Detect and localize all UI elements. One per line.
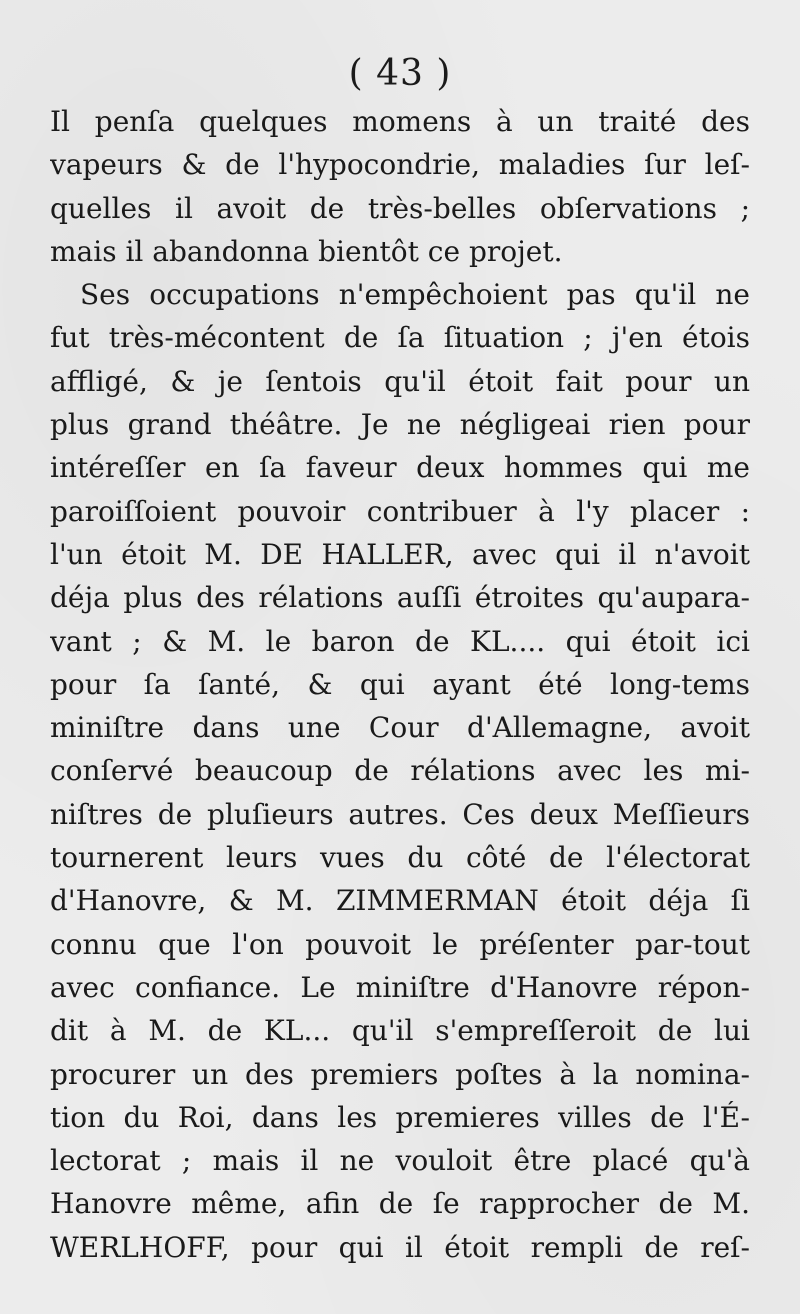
text-line: l'un étoit M. DE HALLER, avec qui il n'avoit xyxy=(50,537,750,571)
text-line: connu que l'on pouvoit le préſenter par-tout xyxy=(50,927,750,961)
text-line: Ses occupations n'empêchoient pas qu'il ne xyxy=(80,278,750,312)
text-line: quelles il avoit de très-belles obſervations ; xyxy=(50,191,750,225)
text-line: intéreſſer en ſa faveur deux hommes qui me xyxy=(50,451,750,485)
text-line: WERLHOFF, pour qui il étoit rempli de reſ- xyxy=(50,1230,750,1264)
text-line: affligé, & je ſentois qu'il étoit fait pour un xyxy=(50,364,750,398)
text-line: avec confiance. Le miniſtre d'Hanovre répon- xyxy=(50,970,750,1004)
text-line: miniſtre dans une Cour d'Allemagne, avoit xyxy=(50,711,750,745)
text-line: paroiſſoient pouvoir contribuer à l'y placer : xyxy=(50,494,750,528)
body-text xyxy=(50,100,750,1269)
text-line: procurer un des premiers poſtes à la nomina- xyxy=(50,1057,750,1091)
text-line: d'Hanovre, & M. ZIMMERMAN étoit déja ſi xyxy=(50,884,750,918)
text-line: conſervé beaucoup de rélations avec les mi- xyxy=(50,754,750,788)
text-line: tion du Roi, dans les premieres villes de l'É- xyxy=(50,1100,750,1134)
text-line: vant ; & M. le baron de KL.... qui étoit ici xyxy=(50,624,750,658)
text-line: niſtres de pluſieurs autres. Ces deux Meſſieurs xyxy=(50,797,750,831)
text-line: plus grand théâtre. Je ne négligeai rien pour xyxy=(50,408,750,442)
text-line: lectorat ; mais il ne vouloit être placé qu'à xyxy=(50,1144,750,1178)
text-line: Hanovre même, afin de ſe rapprocher de M. xyxy=(50,1187,750,1221)
text-line: fut très-mécontent de ſa ſituation ; j'en étois xyxy=(50,321,750,355)
text-line: Il penſa quelques momens à un traité des xyxy=(50,105,750,138)
text-line: déja plus des rélations auſſi étroites qu'aupara- xyxy=(50,581,750,615)
text-line: pour ſa ſanté, & qui ayant été long-tems xyxy=(50,667,750,701)
text-line: mais il abandonna bientôt ce projet. xyxy=(50,234,563,268)
page-number: ( 43 ) xyxy=(348,53,452,94)
text-line: vapeurs & de l'hypocondrie, maladies ſur leſ- xyxy=(50,148,750,182)
text-line: dit à M. de KL... qu'il s'empreſſeroit de lui xyxy=(50,1014,750,1048)
text-line: tournerent leurs vues du côté de l'électorat xyxy=(50,841,750,875)
